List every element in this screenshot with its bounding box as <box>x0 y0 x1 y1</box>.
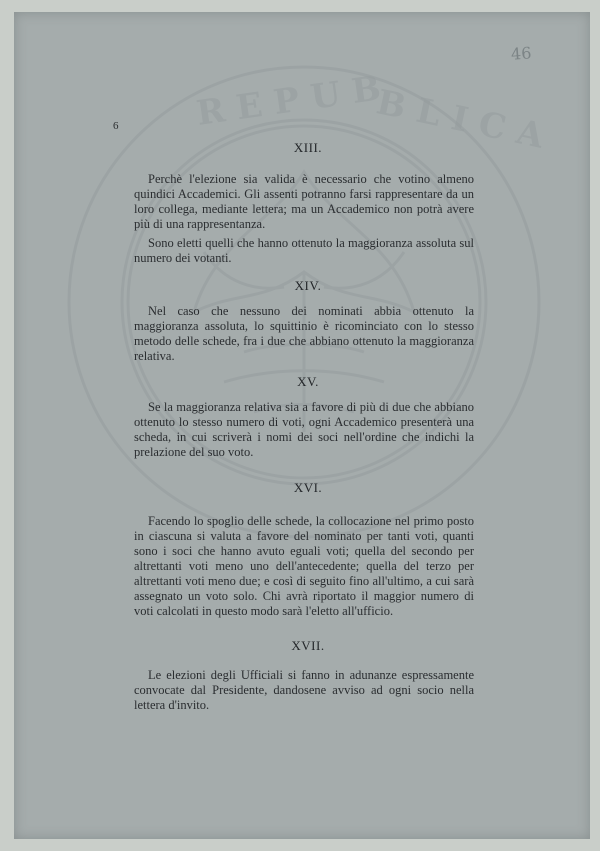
section-heading-xvi <box>14 480 590 496</box>
paragraph-xiii-1: Perchè l'elezione sia valida è necessario che votino almeno quindici Accademici. Gli assenti potranno farsi rappresentare da un loro collega, mediante lettera; ma un Accademico non potrà avere più di una rappresentanza. <box>134 172 474 231</box>
section-heading: XIV. <box>294 278 322 293</box>
section-heading-xv <box>14 374 590 390</box>
section-heading-xiv <box>14 278 590 294</box>
paragraph-xvi-1: Facendo lo spoglio delle schede, la collocazione nel primo posto in ciascuna si valuta a favore del nominato per tanti voti, quanti sono i soci che hanno avuto eguali voti; quella del secondo per altrettanti voti meno uno dell'antecedente; quella del terzo per altrettanti voti meno due; e così di seguito fino all'ultimo, a cui sarà assegnato un voto solo. Chi avrà riportato il maggior numero di voti calcolati in questo modo sarà l'eletto all'ufficio. <box>134 514 474 618</box>
section-heading-xvii <box>14 638 590 654</box>
section-heading: XVI. <box>293 480 323 495</box>
paragraph-xiii-2: Sono eletti quelli che hanno ottenuto la maggioranza assoluta sul numero dei votanti. <box>134 236 474 265</box>
paragraph-xvii-1: Le elezioni degli Ufficiali si fanno in adunanze espressamente convocate dal Presidente, dandosene avviso ad ogni socio nella lettera d'invito. <box>134 668 474 712</box>
seal-watermark <box>54 52 554 552</box>
section-heading: XVII. <box>291 638 325 653</box>
svg-text:B L I C A: B L I C A <box>373 82 548 157</box>
document-page <box>14 12 590 839</box>
section-heading: XIII. <box>293 140 323 155</box>
page-number: 6 <box>113 120 119 132</box>
svg-text:R E P U B: R E P U B <box>194 68 384 134</box>
paragraph-xiv-1: Nel caso che nessuno dei nominati abbia ottenuto la maggioranza assoluta, lo squittinio è ricominciato con lo stesso metodo delle schede, fra i due che abbiano ottenuto la maggioranza relativa. <box>134 304 474 363</box>
section-heading-xiii <box>14 140 590 156</box>
paragraph-xv-1: Se la maggioranza relativa sia a favore di più di due che abbiano ottenuto lo stesso numero di voti, ogni Accademico presenterà una scheda, in cui scriverà i nomi dei soci nell'ordine che indichi la prelazione del suo voto. <box>134 400 474 459</box>
pencil-folio-number: 46 <box>510 43 532 64</box>
section-heading: XV. <box>297 374 319 389</box>
